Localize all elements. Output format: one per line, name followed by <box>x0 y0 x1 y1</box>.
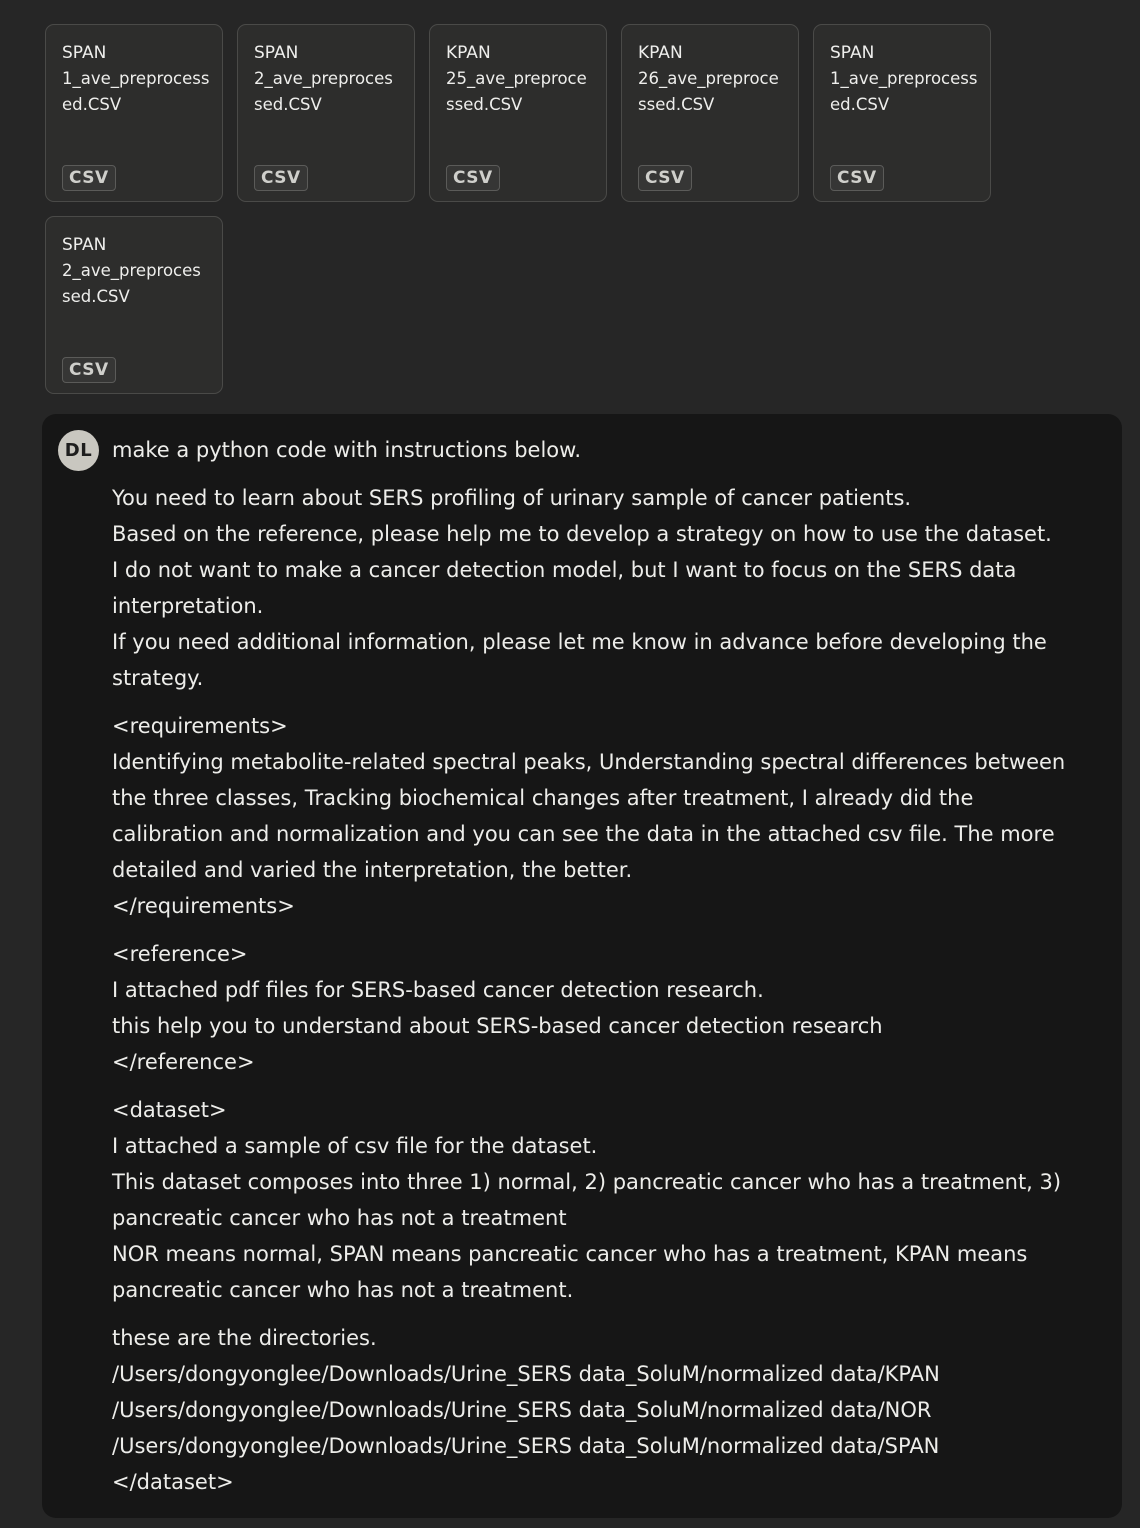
message-line: these are the directories. <box>112 1326 377 1350</box>
message-line: the three classes, Tracking biochemical changes after treatment, I already did the <box>112 786 974 810</box>
attachment-card[interactable] <box>621 24 799 202</box>
filename-line: 1_ave_preprocess <box>830 69 978 88</box>
filename-line: ed.CSV <box>830 95 890 114</box>
message-line: <reference> <box>112 942 248 966</box>
message-line: If you need additional information, please let me know in advance before developing the <box>112 630 1047 654</box>
filename-line: KPAN <box>446 43 491 63</box>
attachment-card[interactable] <box>45 24 223 202</box>
filename-line: 2_ave_preproces <box>62 261 201 280</box>
message-line: Identifying metabolite-related spectral peaks, Understanding spectral differences between <box>112 750 1066 774</box>
attachment-card[interactable] <box>429 24 607 202</box>
message-line: pancreatic cancer who has not a treatment. <box>112 1278 574 1302</box>
message-text <box>112 432 1102 1512</box>
filename-line: ed.CSV <box>62 95 122 114</box>
message-line: /Users/dongyonglee/Downloads/Urine_SERS data_SoluM/normalized data/SPAN <box>112 1434 940 1458</box>
file-type-badge: CSV <box>830 165 884 191</box>
message-line: NOR means normal, SPAN means pancreatic cancer who has a treatment, KPAN means <box>112 1242 1028 1266</box>
attachment-filename <box>62 40 212 118</box>
filename-line: 25_ave_preproce <box>446 69 587 88</box>
filename-line: SPAN <box>830 43 875 63</box>
message-line: </reference> <box>112 1050 255 1074</box>
file-type-badge: CSV <box>62 165 116 191</box>
attachment-filename <box>638 40 788 118</box>
filename-line: SPAN <box>62 43 107 63</box>
message-paragraph <box>112 432 1102 468</box>
filename-line: ssed.CSV <box>638 95 715 114</box>
attachment-card[interactable] <box>813 24 991 202</box>
attachment-card[interactable] <box>237 24 415 202</box>
message-line: /Users/dongyonglee/Downloads/Urine_SERS data_SoluM/normalized data/NOR <box>112 1398 932 1422</box>
filename-line: SPAN <box>254 43 299 63</box>
message-line: I attached a sample of csv file for the dataset. <box>112 1134 598 1158</box>
filename-line: sed.CSV <box>254 95 322 114</box>
message-paragraph <box>112 1320 1102 1500</box>
file-type-badge: CSV <box>62 357 116 383</box>
filename-line: 1_ave_preprocess <box>62 69 210 88</box>
filename-line: SPAN <box>62 235 107 255</box>
message-paragraph <box>112 480 1102 696</box>
filename-line: ssed.CSV <box>446 95 523 114</box>
message-line: You need to learn about SERS profiling of urinary sample of cancer patients. <box>112 486 912 510</box>
attachment-card[interactable] <box>45 216 223 394</box>
filename-line: sed.CSV <box>62 287 130 306</box>
message-line: make a python code with instructions below. <box>112 438 582 462</box>
message-line: <requirements> <box>112 714 288 738</box>
message-line: Based on the reference, please help me to develop a strategy on how to use the dataset. <box>112 522 1052 546</box>
message-line: </dataset> <box>112 1470 234 1494</box>
message-line: calibration and normalization and you can see the data in the attached csv file. The more <box>112 822 1055 846</box>
message-line: this help you to understand about SERS-based cancer detection research <box>112 1014 883 1038</box>
attachment-filename <box>254 40 404 118</box>
user-message <box>42 414 1122 1518</box>
file-type-badge: CSV <box>446 165 500 191</box>
message-line: This dataset composes into three 1) normal, 2) pancreatic cancer who has a treatment, 3) <box>112 1170 1062 1194</box>
message-line: </requirements> <box>112 894 295 918</box>
attachment-filename <box>446 40 596 118</box>
message-paragraph <box>112 1092 1102 1308</box>
file-type-badge: CSV <box>638 165 692 191</box>
message-line: pancreatic cancer who has not a treatment <box>112 1206 567 1230</box>
message-line: interpretation. <box>112 594 264 618</box>
file-type-badge: CSV <box>254 165 308 191</box>
message-line: <dataset> <box>112 1098 227 1122</box>
filename-line: 26_ave_preproce <box>638 69 779 88</box>
attachment-filename <box>62 232 212 310</box>
attachment-filename <box>830 40 980 118</box>
message-paragraph <box>112 708 1102 924</box>
avatar: DL <box>58 430 99 471</box>
message-line: /Users/dongyonglee/Downloads/Urine_SERS data_SoluM/normalized data/KPAN <box>112 1362 940 1386</box>
filename-line: KPAN <box>638 43 683 63</box>
message-line: I attached pdf files for SERS-based cancer detection research. <box>112 978 764 1002</box>
message-line: detailed and varied the interpretation, the better. <box>112 858 633 882</box>
message-line: I do not want to make a cancer detection model, but I want to focus on the SERS data <box>112 558 1017 582</box>
filename-line: 2_ave_preproces <box>254 69 393 88</box>
message-paragraph <box>112 936 1102 1080</box>
message-line: strategy. <box>112 666 204 690</box>
